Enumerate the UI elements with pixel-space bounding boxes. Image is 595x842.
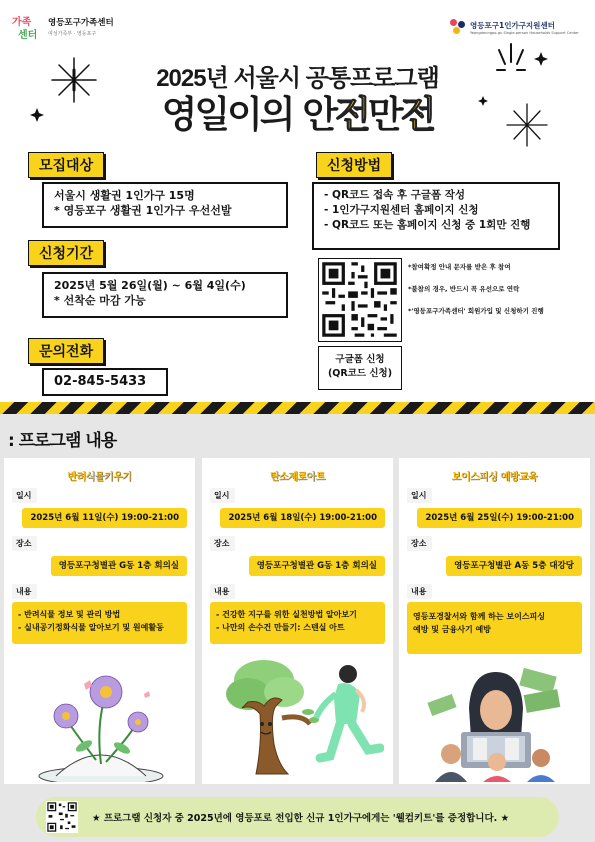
content-tag: 내용: [12, 584, 37, 599]
qr-caption: [318, 346, 402, 390]
main-title-highlight-2: 전: [400, 93, 434, 136]
tree-and-person-illustration: [212, 654, 384, 780]
program-place: 영등포구청별관 A동 5층 대강당: [446, 556, 582, 576]
apply-note-1: *참여확정 안내 문자를 받은 후 참여: [408, 263, 511, 271]
voice-phishing-illustration: [421, 658, 571, 782]
apply-box: [312, 182, 560, 250]
program-date: 2025년 6월 25일(수) 19:00-21:00: [417, 508, 582, 528]
family-center-name: 영등포구가족센터: [48, 18, 114, 28]
main-title: [0, 84, 595, 138]
program-date: 2025년 6월 11일(수) 19:00-21:00: [22, 508, 187, 528]
program-section-title: : 프로그램 내용: [8, 431, 117, 451]
date-tag: 일시: [12, 488, 37, 503]
welcome-kit-notice: ★ 프로그램 신청자 중 2025년에 영등포로 전입한 신규 1인가구에게는 '웰컴키트'를 증정합니다. ★: [92, 813, 510, 824]
footer-banner: [36, 797, 559, 837]
program-content-line: - 건강한 지구를 위한 실천방법 알아보기: [216, 610, 357, 619]
family-center-sub: 여성가족부 · 영등포구: [48, 31, 97, 37]
program-content: [210, 602, 385, 644]
program-content-line: - 반려식물 정보 및 관리 방법: [18, 610, 121, 619]
single-household-center-logo: [450, 14, 585, 40]
period-line-2: * 선착순 마감 가능: [54, 294, 146, 307]
content-tag: 내용: [210, 584, 235, 599]
center-mark-icon: [450, 19, 466, 35]
footer-qr-code[interactable]: [46, 801, 78, 833]
program-card-title: 탄소제로아트: [270, 472, 325, 483]
recruit-line-1: 서울시 생활권 1인가구 15명: [54, 189, 195, 202]
qr-code[interactable]: [318, 258, 402, 342]
single-household-center-name: 영등포구1인가구지원센터: [470, 20, 555, 30]
program-place: 영등포구청별관 G동 1층 회의실: [51, 556, 187, 576]
single-household-center-sub: Yeongdeungpo-gu Single-person Households Support Center: [470, 30, 579, 35]
date-tag: 일시: [407, 488, 432, 503]
contact-label: 문의전화: [28, 338, 104, 364]
program-place: 영등포구청별관 G동 1층 회의실: [249, 556, 385, 576]
place-tag: 장소: [210, 536, 235, 551]
family-center-mark: [10, 13, 42, 45]
program-card-3: [399, 458, 590, 784]
apply-note-3: *'영등포구가족센터' 회원가입 및 신청하기 진행: [408, 307, 544, 315]
place-tag: 장소: [12, 536, 37, 551]
place-tag: 장소: [407, 536, 432, 551]
program-content-line: 영등포경찰서와 함께 하는 보이스피싱: [413, 612, 546, 621]
logo-mark-text-1: 가족: [12, 17, 32, 28]
program-card-title: 보이스피싱 예방교육: [451, 472, 538, 483]
program-content-line: - 실내공기정화식물 알아보기 및 원예활동: [18, 623, 164, 632]
family-center-logo: [10, 12, 140, 46]
apply-label: 신청방법: [316, 152, 392, 178]
program-card-1: [4, 458, 195, 784]
recruit-label: 모집대상: [28, 152, 104, 178]
qr-caption-line-2: (QR코드 신청): [327, 368, 393, 379]
date-tag: 일시: [210, 488, 235, 503]
recruit-line-2: * 영등포구 생활권 1인가구 우선선발: [54, 204, 232, 217]
qr-caption-line-1: 구글폼 신청: [335, 354, 385, 365]
hazard-stripe: [0, 402, 595, 414]
apply-note-2: *불참의 경우, 반드시 꼭 유선으로 연락: [408, 285, 520, 293]
apply-line-2: - 1인가구지원센터 홈페이지 신청: [324, 204, 479, 216]
recruit-box: [42, 182, 288, 228]
program-card-title: 반려식물키우기: [67, 472, 132, 483]
apply-line-3: - QR코드 또는 홈페이지 신청 중 1회만 진행: [324, 219, 531, 231]
title-line-1: 2025년 서울시 공통프로그램: [156, 65, 439, 92]
period-label: 신청기간: [28, 240, 104, 266]
period-box: [42, 272, 288, 318]
program-content: [407, 602, 582, 654]
content-tag: 내용: [407, 584, 432, 599]
program-content-line: 예방 및 금융사기 예방: [413, 625, 491, 634]
program-content: [12, 602, 187, 644]
program-date: 2025년 6월 18일(수) 19:00-21:00: [220, 508, 385, 528]
main-title-part-c: 만: [367, 93, 401, 136]
logo-mark-text-2: 센터: [18, 30, 38, 41]
program-content-line: - 나만의 손수건 만들기: 스텐실 아트: [216, 623, 345, 632]
period-line-1: 2025년 5월 26일(월) ~ 6월 4일(수): [54, 279, 246, 292]
houseplant-illustration: [36, 664, 166, 782]
main-title-part-a: 영일이의 안: [161, 93, 336, 136]
program-card-2: [202, 458, 393, 784]
contact-phone[interactable]: 02-845-5433: [42, 368, 168, 396]
apply-notes: [408, 262, 588, 316]
main-title-highlight-1: 전: [335, 93, 368, 136]
apply-line-1: - QR코드 접속 후 구글폼 작성: [324, 189, 466, 201]
